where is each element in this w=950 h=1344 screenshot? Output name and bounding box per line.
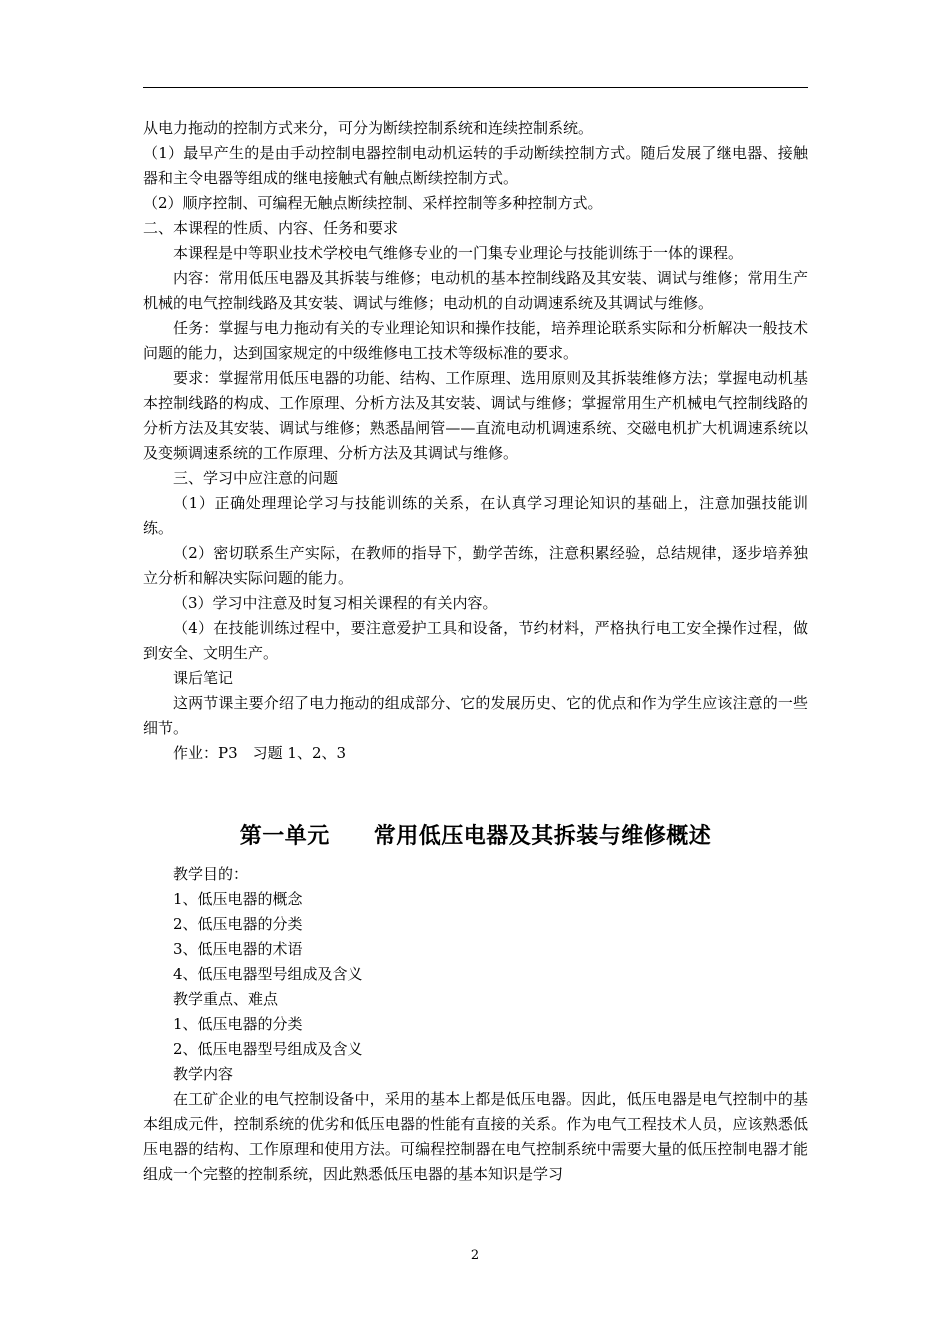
paragraph: 1、低压电器的概念 — [173, 890, 303, 908]
page-number: 2 — [470, 1248, 480, 1263]
paragraph: 二、本课程的性质、内容、任务和要求 — [143, 219, 399, 237]
paragraph: 教学内容 — [173, 1065, 234, 1083]
paragraph: （1）最早产生的是由手动控制电器控制电动机运转的手动断续控制方式。随后发展了继电器、接触器和主令电器等组成的继电接触式有触点断续控制方式。 — [143, 144, 808, 187]
paragraph: 任务：掌握与电力拖动有关的专业理论知识和操作技能，培养理论联系实际和分析解决一般技术问题的能力，达到国家规定的中级维修电工技术等级标准的要求。 — [143, 319, 808, 362]
paragraph: 2、低压电器型号组成及含义 — [173, 1040, 363, 1058]
section-gap — [143, 766, 808, 820]
paragraph: 作业：P3 习题 1、2、3 — [173, 744, 347, 762]
paragraph: 内容：常用低压电器及其拆装与维修；电动机的基本控制线路及其安装、调试与维修；常用生产机械的电气控制线路及其安装、调试与维修；电动机的自动调速系统及其调试与维修。 — [143, 269, 808, 312]
paragraph: 1、低压电器的分类 — [173, 1015, 303, 1033]
header-rule — [143, 87, 808, 88]
paragraph: （1）正确处理理论学习与技能训练的关系，在认真学习理论知识的基础上，注意加强技能训练。 — [143, 494, 808, 537]
paragraph: 要求：掌握常用低压电器的功能、结构、工作原理、选用原则及其拆装维修方法；掌握电动机基本控制线路的构成、工作原理、分析方法及其安装、调试与维修；掌握常用生产机械电气控制线路的分析方法及其安装、调试与维修；熟悉晶闸管——直流电动机调速系统、交磁电机扩大机调速系统以及变频调速系统的工作原理、分析方法及其调试与维修。 — [143, 369, 808, 462]
paragraph: 课后笔记 — [173, 669, 234, 687]
paragraph: 在工矿企业的电气控制设备中，采用的基本上都是低压电器。因此，低压电器是电气控制中的基本组成元件，控制系统的优劣和低压电器的性能有直接的关系。作为电气工程技术人员，应该熟悉低压电器的结构、工作原理和使用方法。可编程控制器在电气控制系统中需要大量的低压控制电器才能组成一个完整的控制系统，因此熟悉低压电器的基本知识是学习 — [143, 1090, 808, 1183]
paragraph: 4、低压电器型号组成及含义 — [173, 965, 363, 983]
section-top — [143, 116, 808, 766]
paragraph: （2）顺序控制、可编程无触点断续控制、采样控制等多种控制方式。 — [143, 194, 603, 212]
unit-title — [143, 820, 808, 862]
paragraph: 从电力拖动的控制方式来分，可分为断续控制系统和连续控制系统。 — [143, 119, 594, 137]
paragraph: （3）学习中注意及时复习相关课程的有关内容。 — [173, 594, 498, 612]
paragraph: 教学重点、难点 — [173, 990, 279, 1008]
paragraph: 教学目的： — [173, 865, 249, 883]
section-bottom — [143, 862, 808, 1187]
unit-title-number: 第一单元 — [239, 823, 330, 849]
paragraph: （2）密切联系生产实际，在教师的指导下，勤学苦练，注意积累经验，总结规律，逐步培养独立分析和解决实际问题的能力。 — [143, 544, 808, 587]
paragraph: 这两节课主要介绍了电力拖动的组成部分、它的发展历史、它的优点和作为学生应该注意的一些细节。 — [143, 694, 808, 737]
paragraph: 2、低压电器的分类 — [173, 915, 303, 933]
document-body — [143, 116, 808, 1187]
unit-title-text: 常用低压电器及其拆装与维修概述 — [373, 823, 712, 849]
paragraph: 三、学习中应注意的问题 — [173, 469, 339, 487]
paragraph: （4）在技能训练过程中，要注意爱护工具和设备，节约材料，严格执行电工安全操作过程，做到安全、文明生产。 — [143, 619, 808, 662]
paragraph: 3、低压电器的术语 — [173, 940, 303, 958]
paragraph: 本课程是中等职业技术学校电气维修专业的一门集专业理论与技能训练于一体的课程。 — [173, 244, 744, 262]
